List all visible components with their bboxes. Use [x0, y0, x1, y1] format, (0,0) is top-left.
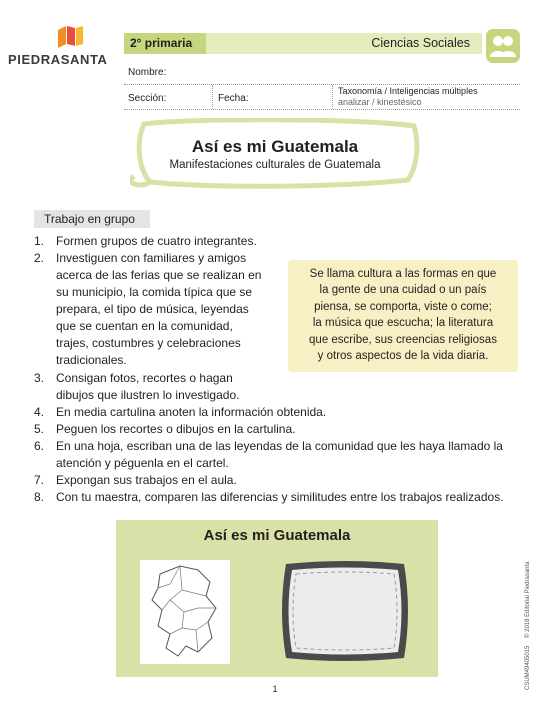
step-text: prepara, el tipo de música, leyendas [56, 302, 249, 316]
step-text: su municipio, la comida típica que se [56, 285, 253, 299]
taxonomy-value: analizar / kinestésico [338, 97, 422, 107]
taxonomy-label: Taxonomía / Inteligencias múltiples [338, 86, 478, 96]
copyright-credit [520, 540, 532, 690]
callout-line: piensa, se comporta, viste o come; [314, 300, 492, 313]
step-text: Expongan sus trabajos en el aula. [56, 473, 237, 487]
step-number: 6. [34, 439, 45, 453]
logo-text: PIEDRASANTA [8, 52, 108, 67]
book-logo-icon [52, 26, 92, 50]
grade-label: 2° primaria [124, 33, 206, 54]
callout-line: que escribe, sus creencias religiosas [309, 333, 497, 346]
step-text: Investiguen con familiares y amigos [56, 251, 247, 265]
step-text: En una hoja, escriban una de las leyendas de la comunidad que les haya llamado la [56, 439, 503, 453]
credit-text: © 2018 Editorial Piedrasanta [525, 561, 531, 638]
poster-title: Así es mi Guatemala [203, 527, 351, 544]
divider [332, 85, 333, 109]
step-text: que se cuentan en la comunidad, [56, 319, 233, 333]
step-text: Peguen los recortes o dibujos en la cartulina. [56, 422, 296, 436]
step-number: 1. [34, 234, 45, 248]
callout-line: la música que escucha; la literatura [312, 317, 494, 330]
step-number: 3. [34, 371, 45, 385]
page-subtitle: Manifestaciones culturales de Guatemala [169, 159, 381, 171]
step-text: acerca de las ferias que se realizan en [56, 268, 262, 282]
section-date-row [124, 85, 520, 110]
step-number: 8. [34, 490, 45, 504]
name-label: Nombre: [128, 67, 167, 78]
divider [212, 85, 213, 109]
section-heading: Trabajo en grupo [34, 210, 150, 228]
step-text: trajes, costumbres y celebraciones [56, 336, 241, 350]
step-number: 2. [34, 251, 45, 265]
callout-line: Se llama cultura a las formas en que [309, 268, 497, 280]
step-text: Consigan fotos, recortes o hagan [56, 371, 233, 385]
callout-line: y otros aspectos de la vida diaria. [317, 350, 489, 363]
name-field[interactable] [124, 60, 520, 85]
svg-text:CSUM49405015 © 2018 Editor [524, 561, 531, 690]
date-label: Fecha: [218, 93, 249, 104]
document-code: CSUM49405015 [525, 645, 531, 690]
publisher-logo [8, 26, 120, 70]
step-text: tradicionales. [56, 353, 127, 367]
subject-label: Ciencias Sociales [206, 33, 482, 54]
step-text: Con tu maestra, comparen las diferencias y similitudes entre los trabajos realizados. [56, 490, 504, 504]
stitched-frame-icon [278, 558, 412, 664]
callout-line: la gente de una cuidad o un país [319, 284, 487, 297]
step-text: En media cartulina anoten la información obtenida. [56, 405, 327, 419]
section-field-label: Sección: [128, 93, 167, 104]
step-text: atención y péguenla en el cartel. [56, 456, 229, 470]
step-number: 5. [34, 422, 45, 436]
step-text: Formen grupos de cuatro integrantes. [56, 234, 257, 248]
page-number: 1 [272, 684, 278, 694]
municipality-map-icon [140, 560, 230, 664]
page-title: Así es mi Guatemala [191, 137, 359, 156]
callout-text [296, 266, 510, 364]
step-number: 4. [34, 405, 45, 419]
people-icon [486, 29, 520, 63]
step-text: dibujos que ilustren lo investigado. [56, 388, 240, 402]
step-number: 7. [34, 473, 45, 487]
